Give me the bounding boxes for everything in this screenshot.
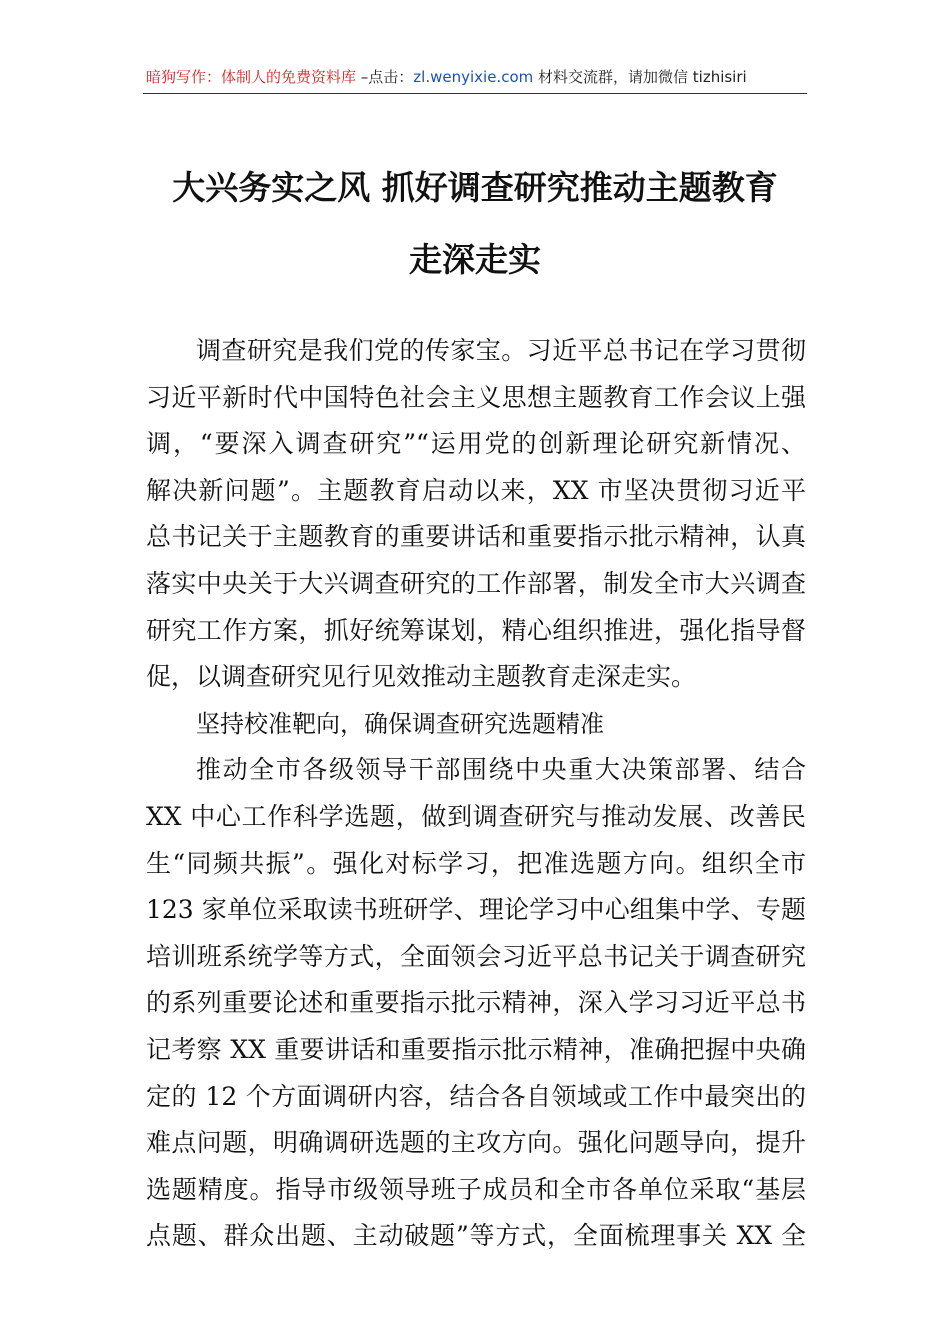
body-line: 习近平新时代中国特色社会主义思想主题教育工作会议上强 xyxy=(146,382,806,412)
body-line: 培训班系统学等方式，全面领会习近平总书记关于调查研究 xyxy=(146,941,806,971)
body-line: 落实中央关于大兴调查研究的工作部署，制发全市大兴调查 xyxy=(146,568,806,598)
body-line: 解决新问题”。主题教育启动以来，XX 市坚决贯彻习近平 xyxy=(146,475,806,505)
document-body xyxy=(146,332,806,1264)
watermark-header xyxy=(146,62,806,92)
body-line: 选题精度。指导市级领导班子成员和全市各单位采取“基层 xyxy=(146,1174,806,1204)
document-title-line-1: 大兴务实之风 抓好调查研究推动主题教育 xyxy=(172,168,778,207)
body-line: 123 家单位采取读书班研学、理论学习中心组集中学、专题 xyxy=(146,895,806,925)
body-line: 调，“要深入调查研究”“运用党的创新理论研究新情况、 xyxy=(146,429,806,459)
header-click-label: –点击： xyxy=(356,68,414,86)
body-line: 定的 12 个方面调研内容，结合各自领域或工作中最突出的 xyxy=(146,1081,806,1111)
document-title-line-2: 走深走实 xyxy=(409,240,541,279)
body-line: 总书记关于主题教育的重要讲话和重要指示批示精神，认真 xyxy=(146,522,806,552)
header-site-name: 暗狗写作：体制人的免费资料库 xyxy=(146,68,357,86)
body-line: 点题、群众出题、主动破题”等方式，全面梳理事关 XX 全 xyxy=(146,1221,806,1251)
body-line: 生“同频共振”。强化对标学习，把准选题方向。组织全市 xyxy=(146,848,806,878)
header-link[interactable]: zl.wenyixie.com xyxy=(413,68,534,86)
body-line: 的系列重要论述和重要指示批示精神，深入学习习近平总书 xyxy=(146,988,806,1018)
body-line: 难点问题，明确调研选题的主攻方向。强化问题导向，提升 xyxy=(146,1128,806,1158)
body-line: 推动全市各级领导干部围绕中央重大决策部署、结合 xyxy=(196,755,806,785)
section-heading: 坚持校准靶向，确保调查研究选题精准 xyxy=(196,709,604,738)
header-divider xyxy=(143,93,807,94)
body-line: 记考察 XX 重要讲话和重要指示批示精神，准确把握中央确 xyxy=(146,1034,806,1064)
body-line: 调查研究是我们党的传家宝。习近平总书记在学习贯彻 xyxy=(196,336,806,365)
body-line: 研究工作方案，抓好统筹谋划，精心组织推进，强化指导督 xyxy=(146,615,806,645)
body-line: 促，以调查研究见行见效推动主题教育走深走实。 xyxy=(146,662,697,692)
body-line: XX 中心工作科学选题，做到调查研究与推动发展、改善民 xyxy=(146,801,806,831)
header-contact: 材料交流群，请加微信 tizhisiri xyxy=(533,68,747,86)
